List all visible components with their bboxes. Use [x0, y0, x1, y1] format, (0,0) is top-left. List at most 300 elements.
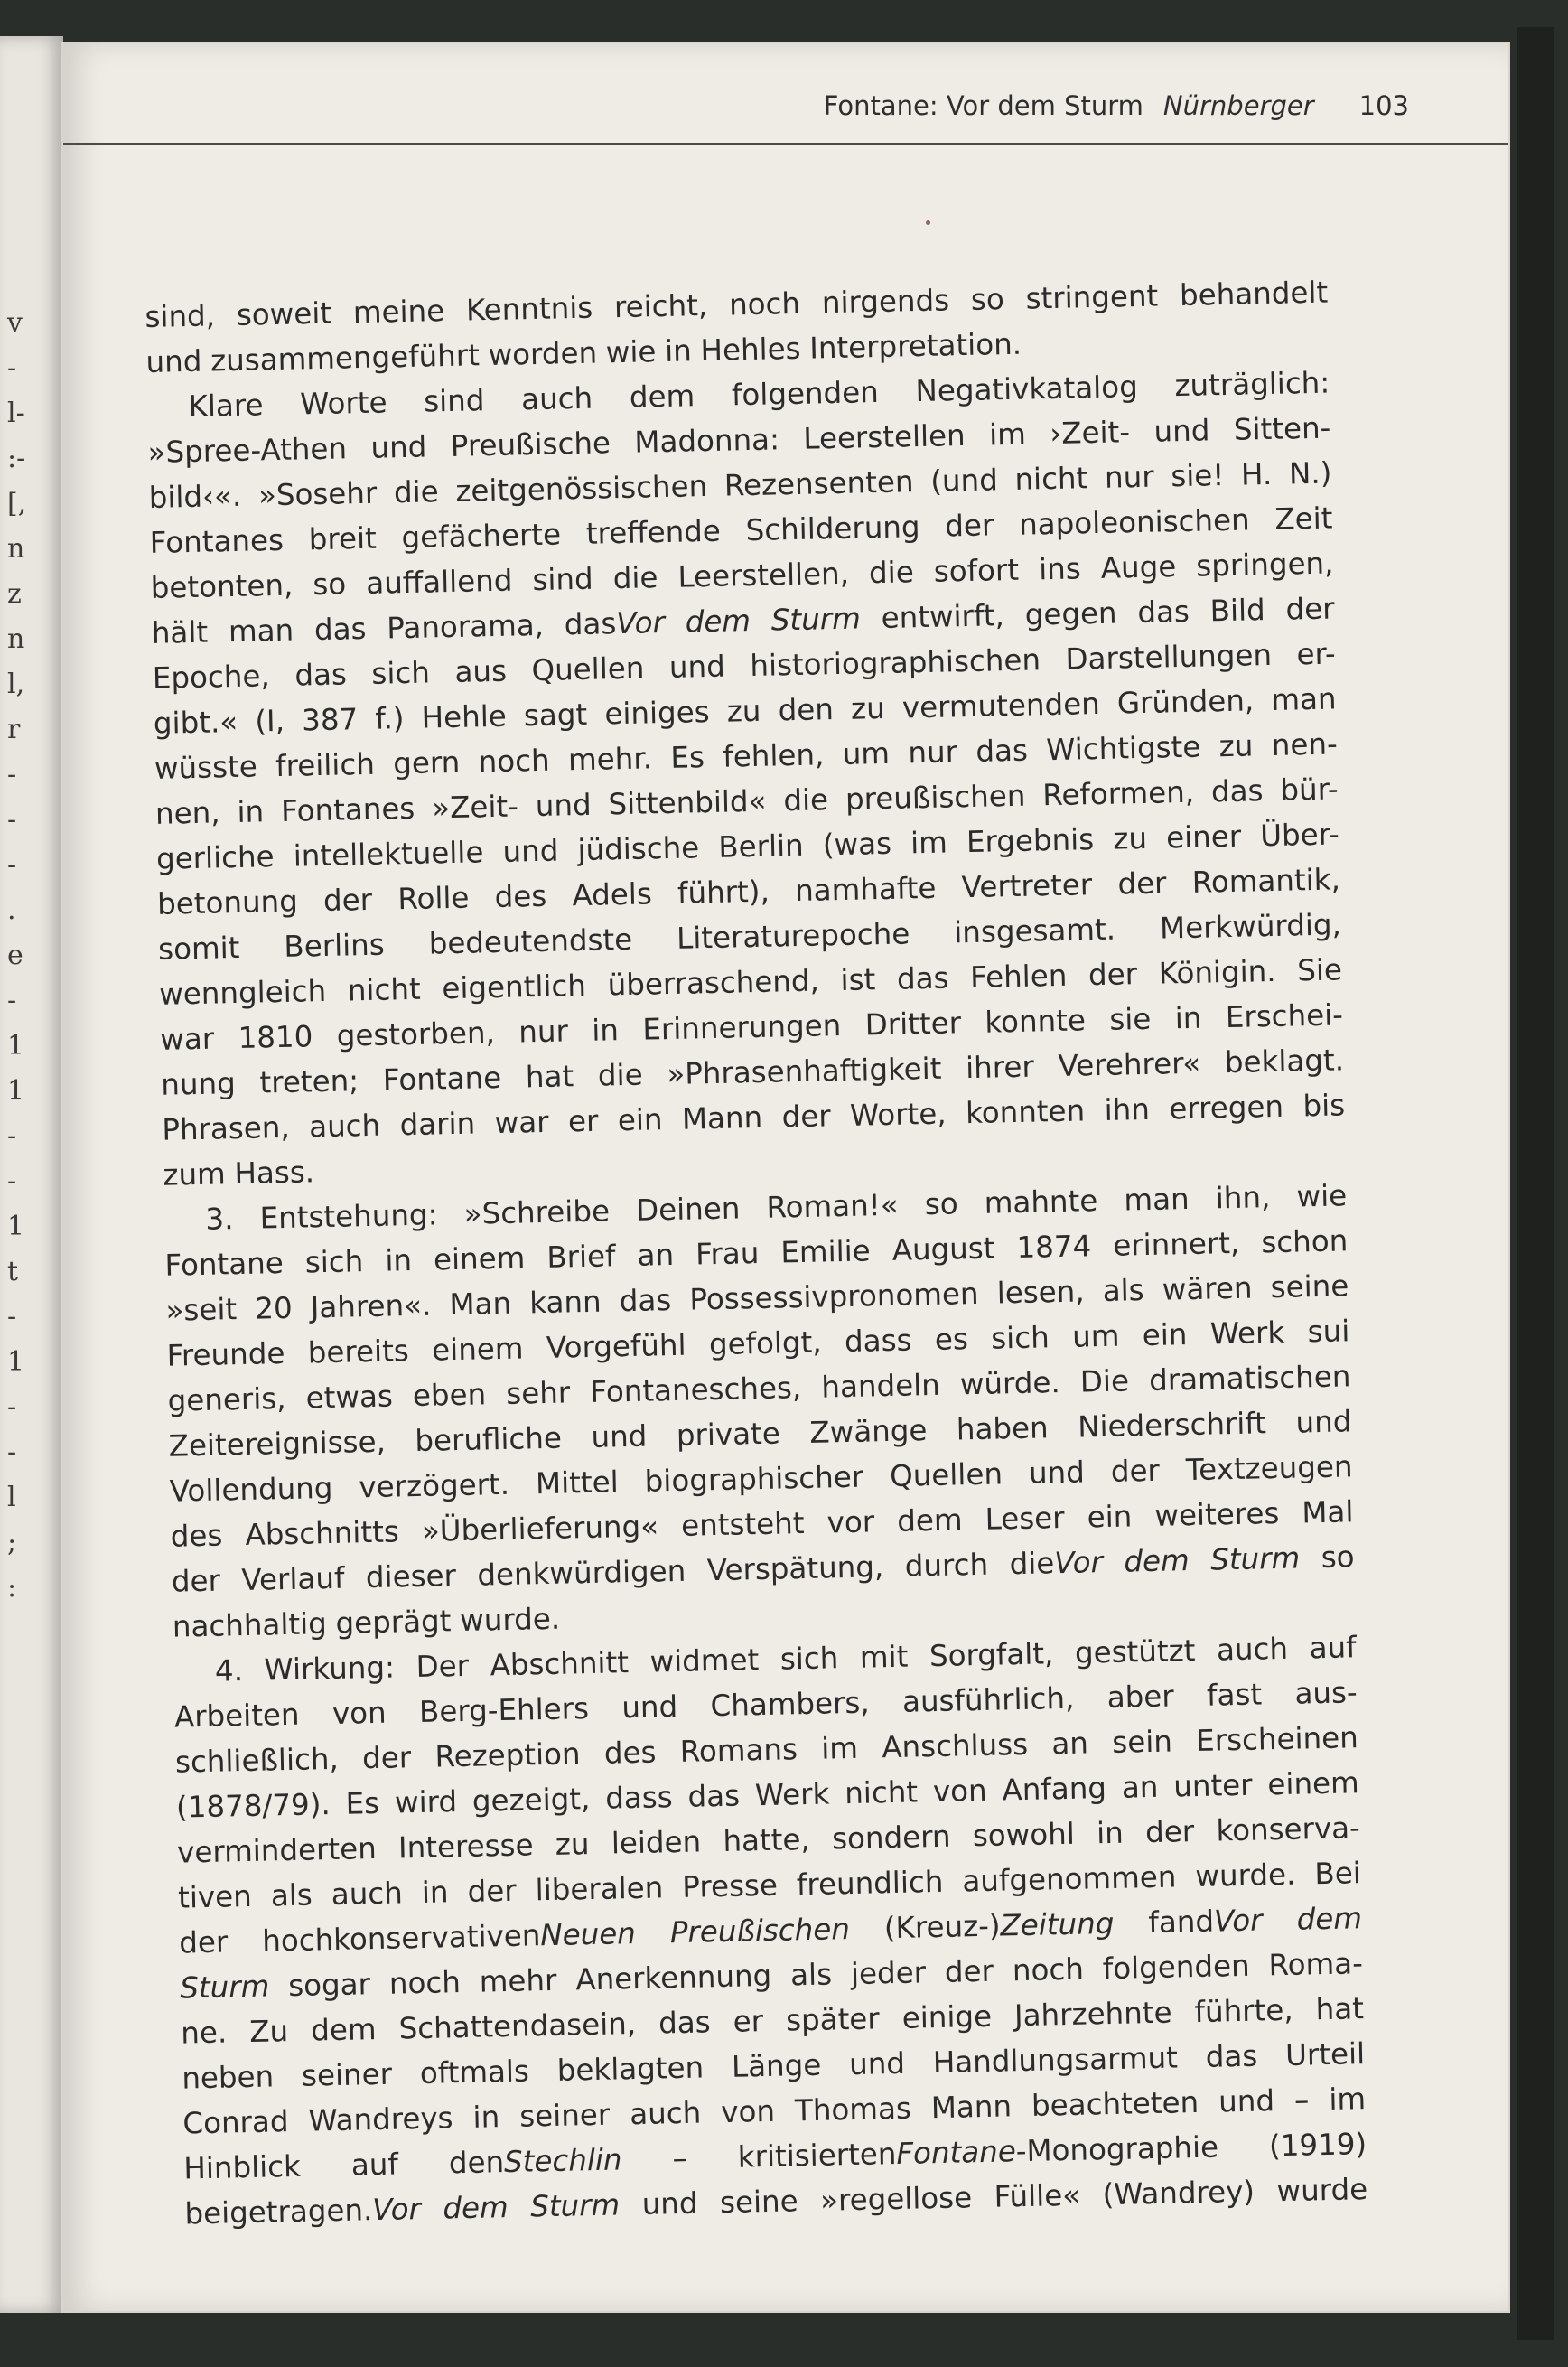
word: zu — [726, 693, 761, 729]
word: der — [171, 1563, 221, 1599]
book-page — [63, 43, 1508, 2311]
word: sich — [304, 1244, 364, 1280]
word: Fontane — [382, 1060, 502, 1098]
word: Verspätung, — [706, 1549, 884, 1588]
word: napoleonischen — [1018, 502, 1250, 542]
word: das — [619, 1283, 672, 1319]
word: betonten, — [150, 567, 294, 605]
word: des — [603, 1735, 657, 1771]
word: nachhaltig — [172, 1606, 328, 1644]
word: an — [637, 1237, 675, 1273]
paper-speck — [926, 220, 930, 225]
word: nicht — [844, 1774, 919, 1811]
edge-character: t — [7, 1256, 19, 1287]
word: der — [944, 1953, 994, 1989]
word: Fehlen — [969, 958, 1068, 996]
word: 3. — [205, 1202, 234, 1237]
word: Brief — [546, 1239, 616, 1275]
word: historiographischen — [749, 642, 1041, 684]
word: bedeutendste — [428, 922, 633, 961]
word: Man — [449, 1286, 512, 1323]
word: oftmals — [419, 2054, 530, 2091]
word: Abschnitts — [245, 1514, 400, 1552]
word: ausführlich, — [901, 1680, 1075, 1719]
word: f.) — [375, 701, 405, 736]
word: die — [612, 560, 658, 596]
word: dem — [443, 2190, 509, 2226]
word: Negativkatalog — [915, 369, 1139, 409]
word: das — [975, 733, 1029, 769]
word: Vorgefühl — [546, 1327, 686, 1365]
word: Bild — [1209, 593, 1266, 629]
word: zu — [1112, 820, 1148, 856]
word: ihn, — [1215, 1180, 1271, 1216]
word: dem — [629, 379, 695, 415]
word: Anschluss — [881, 1726, 1029, 1765]
word: erinnert, — [1112, 1225, 1240, 1263]
word: behandelt — [1179, 275, 1329, 313]
word: mehr — [479, 1962, 557, 1999]
page-number: 103 — [1358, 90, 1409, 121]
word: breit — [308, 520, 378, 557]
word: die — [393, 474, 440, 510]
word: und — [1218, 2083, 1275, 2119]
word: tiven — [177, 1878, 253, 1915]
word: schon — [1260, 1223, 1349, 1260]
word: Madonna: — [634, 422, 780, 460]
word: bür- — [1280, 772, 1339, 808]
word: aber — [1106, 1679, 1175, 1716]
word: und — [1295, 1404, 1352, 1440]
word: bis — [1302, 1088, 1346, 1124]
word: Worte, — [849, 1096, 947, 1133]
word: nur — [1104, 459, 1154, 495]
word: eben — [412, 1377, 487, 1414]
word: lesen, — [996, 1274, 1085, 1311]
word: Mann — [930, 2089, 1013, 2126]
word: entwirft, — [881, 598, 1005, 635]
word: Erinnerungen — [641, 1008, 842, 1047]
word: Hass. — [234, 1155, 315, 1192]
word: hatte, — [723, 1821, 811, 1858]
word: Fülle« — [994, 2177, 1081, 2214]
word: seiner — [301, 2056, 393, 2093]
word: leiden — [611, 1824, 702, 1861]
word: und — [1153, 413, 1210, 449]
word: Königin. — [1158, 953, 1276, 991]
header-author: Nürnberger — [1162, 90, 1314, 121]
word: »Sosehr — [257, 475, 378, 513]
word: Chambers, — [710, 1685, 871, 1724]
word: hat — [1315, 1991, 1365, 2027]
word: gern — [392, 744, 461, 781]
word: Hehles — [700, 331, 801, 369]
word: man — [228, 613, 294, 650]
word: noch — [388, 1965, 462, 2001]
word: des — [494, 878, 547, 915]
word: sind — [423, 383, 485, 419]
word: dramatischen — [1148, 1359, 1351, 1398]
word: auch — [308, 1108, 381, 1145]
word: liberalen — [535, 1870, 664, 1908]
word: er — [567, 1103, 599, 1139]
word: Mann — [681, 1099, 763, 1137]
word: Berg-Ehlers — [418, 1691, 590, 1729]
word: Berlins — [284, 927, 386, 964]
word: Textzeugen — [1185, 1449, 1353, 1488]
word: im — [1328, 2082, 1367, 2117]
word: Panorama, — [386, 607, 545, 646]
word: (Kreuz-)Zeitung — [883, 1905, 1115, 1946]
word: der — [322, 882, 373, 918]
word: gestützt — [1074, 1633, 1196, 1670]
word: und — [668, 649, 726, 685]
word: mit — [859, 1639, 909, 1675]
word: zu — [850, 690, 886, 726]
edge-character: l — [7, 1482, 16, 1513]
word: einiges — [603, 695, 710, 732]
word: hochkonservativenNeuen — [261, 1916, 637, 1959]
word: worden — [488, 335, 598, 373]
word: – — [672, 2140, 688, 2176]
word: Hinblick — [183, 2148, 302, 2186]
word: nirgends — [821, 283, 950, 321]
word: »Zeit- — [431, 789, 519, 826]
word: wurde. — [459, 1601, 561, 1639]
word: Zwänge — [808, 1413, 928, 1450]
word: Thomas — [794, 2091, 912, 2128]
word: Klare — [188, 388, 264, 425]
word: so — [924, 1186, 958, 1222]
word: Länge — [731, 2047, 822, 2084]
word: später — [785, 2001, 881, 2038]
word: Zeitereignisse, — [168, 1424, 387, 1464]
word: hält — [151, 614, 209, 650]
edge-character: - — [7, 1391, 17, 1423]
word: eigentlich — [442, 968, 587, 1006]
word: auch — [331, 1876, 404, 1913]
word: noch — [728, 285, 801, 323]
word: der — [1087, 957, 1138, 993]
word: kritisiertenFontane-Monographie — [737, 2129, 1219, 2175]
word: den — [778, 692, 835, 728]
word: dem — [896, 1502, 963, 1539]
word: (1878/79). — [175, 1787, 331, 1825]
word: folgenden — [1102, 1948, 1250, 1987]
word: mahnte — [984, 1184, 1098, 1221]
word: Sitten- — [1233, 410, 1331, 447]
word: sich — [371, 655, 431, 691]
body-text — [145, 270, 1368, 2237]
word: man — [1124, 1182, 1190, 1218]
word: der — [1144, 1814, 1195, 1850]
word: Reformen, — [1041, 774, 1195, 813]
edge-character: - — [7, 759, 17, 791]
edge-character: :- — [7, 443, 26, 474]
word: insgesamt. — [953, 912, 1116, 950]
word: seine — [1270, 1268, 1349, 1305]
word: das — [1136, 594, 1190, 631]
word: auch — [1216, 1631, 1289, 1668]
word: weiteres — [1153, 1495, 1280, 1533]
edge-character: 1 — [7, 1346, 25, 1378]
word: war — [494, 1104, 549, 1141]
word: H. — [1240, 456, 1273, 492]
word: Epoche, — [152, 659, 271, 696]
word: schließlich, — [174, 1741, 340, 1780]
word: betonung — [156, 884, 299, 922]
word: Handlungsarmut — [932, 2040, 1179, 2081]
word: durch — [904, 1547, 989, 1584]
word: handeln — [820, 1367, 941, 1405]
word: und — [848, 2045, 906, 2082]
word: und — [641, 2185, 698, 2222]
word: das — [1205, 2038, 1258, 2074]
word: 4. — [214, 1653, 244, 1689]
word: freilich — [275, 746, 376, 784]
word: Preußische — [450, 426, 611, 463]
word: man — [1270, 681, 1337, 717]
word: intellektuelle — [293, 835, 484, 874]
word: sondern — [831, 1819, 951, 1857]
word: Zeit — [1274, 501, 1333, 537]
edge-character: [, — [7, 488, 27, 519]
word: Bei — [1314, 1856, 1362, 1892]
word: Die — [1079, 1363, 1130, 1399]
word: bild‹«. — [148, 478, 242, 515]
word: gestorben, — [336, 1015, 496, 1053]
word: überraschend, — [607, 963, 820, 1003]
word: wie — [605, 334, 657, 370]
word: Gründen, — [1116, 683, 1255, 721]
word: Auge — [1100, 549, 1177, 585]
word: seine — [719, 2184, 799, 2221]
word: Leser — [985, 1500, 1065, 1537]
word: Worte — [299, 385, 387, 422]
word: nung — [160, 1066, 237, 1102]
word: aus — [454, 653, 508, 689]
word: Vertreter — [961, 867, 1093, 905]
word: Kenntnis — [465, 290, 593, 328]
word: der — [1110, 1453, 1161, 1489]
word: August — [891, 1230, 995, 1268]
word: »regellose — [819, 2180, 973, 2218]
word: der — [178, 1924, 229, 1960]
word: Possessivpronomen — [689, 1276, 979, 1317]
word: Werk — [754, 1776, 830, 1813]
word: sehr — [505, 1375, 571, 1411]
word: in — [664, 333, 693, 369]
word: (was — [822, 826, 892, 863]
word: Anfang — [1002, 1771, 1107, 1808]
word: konserva- — [1216, 1810, 1361, 1848]
word: beklagt. — [1224, 1043, 1345, 1081]
running-title: Fontane: Vor dem Sturm — [823, 90, 1143, 121]
word: Vollendung — [169, 1470, 333, 1509]
word: im — [910, 825, 948, 861]
word: in — [1096, 1815, 1125, 1851]
word: Roman!« — [766, 1187, 899, 1225]
left-facing-page — [0, 36, 63, 2313]
word: generis, — [167, 1380, 286, 1418]
word: Sturm — [770, 601, 862, 638]
word: sofort — [933, 552, 1020, 589]
word: Phrasen, — [161, 1109, 291, 1147]
word: verzögert. — [359, 1466, 510, 1505]
word: Sturm — [179, 1969, 270, 2006]
word: die — [597, 1057, 643, 1093]
word: Preußischen — [669, 1912, 851, 1951]
edge-character: - — [7, 352, 17, 384]
edge-character: - — [7, 804, 17, 836]
word: Roma- — [1268, 1946, 1364, 1983]
scan-margin — [1517, 27, 1554, 2340]
word: von — [331, 1695, 387, 1731]
word: Wandreys — [308, 2100, 453, 2138]
word: stringent — [1025, 278, 1159, 316]
word: ihrer — [965, 1049, 1035, 1086]
word: mehr. — [567, 741, 653, 778]
word: der — [361, 1740, 412, 1776]
word: Mal — [1302, 1494, 1354, 1530]
word: Niederschrift — [1077, 1406, 1267, 1445]
word: Dritter — [864, 1006, 962, 1043]
word: Schilderung — [745, 510, 920, 548]
word: freundlich — [796, 1864, 944, 1903]
word: dem — [1123, 1543, 1190, 1579]
word: Hehle — [421, 698, 508, 735]
word: Berlin — [717, 828, 805, 865]
word: Der — [415, 1648, 470, 1685]
word: konnten — [965, 1093, 1086, 1131]
word: Sorgfalt, — [929, 1636, 1054, 1674]
word: Werk — [1209, 1314, 1285, 1352]
word: soweit — [236, 295, 332, 332]
word: um — [842, 735, 891, 772]
word: sind — [532, 561, 594, 598]
edge-character: z — [7, 578, 22, 610]
word: von — [720, 2093, 776, 2130]
word: 387 — [301, 702, 359, 738]
word: der — [467, 1873, 517, 1909]
word: als — [789, 1957, 833, 1993]
word: Sturm — [1209, 1540, 1301, 1577]
word: seiner — [518, 2097, 611, 2134]
word: gerliche — [155, 839, 275, 876]
word: Conrad — [182, 2104, 289, 2141]
word: Interpretation. — [808, 326, 1022, 366]
word: die — [783, 782, 829, 819]
word: aufgenommen — [962, 1859, 1177, 1899]
edge-character: l, — [7, 669, 25, 700]
word: gegen — [1024, 595, 1117, 632]
word: Mittel — [535, 1464, 620, 1502]
edge-character: v — [7, 307, 23, 339]
edge-character: 1 — [7, 1075, 25, 1107]
word: namhafte — [794, 870, 937, 909]
word: auch — [629, 2095, 702, 2132]
word: Es — [345, 1785, 380, 1821]
word: dem — [685, 603, 751, 640]
word: Adels — [572, 876, 653, 913]
edge-character: r — [7, 714, 21, 745]
edge-character: . — [7, 894, 16, 926]
word: in — [472, 2100, 500, 2135]
word: neben — [181, 2059, 275, 2096]
word: es — [934, 1322, 969, 1357]
word: Erschei- — [1225, 997, 1344, 1035]
word: widmet — [649, 1642, 760, 1679]
word: zusammengeführt — [210, 338, 481, 379]
edge-character: : — [7, 1572, 17, 1604]
word: fandVor — [1148, 1903, 1263, 1941]
word: zum — [163, 1156, 227, 1193]
word: gezeigt, — [471, 1782, 591, 1819]
edge-character: l- — [7, 398, 25, 429]
word: treten; — [259, 1063, 359, 1100]
word: ins — [1038, 551, 1082, 587]
word: zuträglich: — [1174, 365, 1330, 404]
word: Verehrer« — [1058, 1045, 1201, 1083]
edge-character: - — [7, 985, 17, 1016]
word: und — [591, 1418, 648, 1455]
word: wenngleich — [158, 973, 327, 1012]
word: der — [1285, 591, 1335, 627]
word: auf — [350, 2147, 399, 2183]
word: Darstellungen — [1065, 637, 1273, 677]
word: beachteten — [1031, 2085, 1199, 2123]
word: sich — [779, 1641, 839, 1677]
edge-character: n — [7, 533, 25, 565]
word: nicht — [347, 971, 422, 1008]
word: etwas — [305, 1379, 394, 1416]
word: fehlen, — [722, 737, 825, 774]
word: »Schreibe — [463, 1193, 611, 1231]
word: kann — [528, 1284, 602, 1321]
word: haben — [956, 1410, 1050, 1447]
edge-character: - — [7, 849, 17, 881]
word: sagt — [523, 697, 588, 734]
word: nur — [908, 734, 958, 771]
word: springen, — [1195, 546, 1334, 584]
word: nur — [518, 1014, 569, 1050]
word: Fontanes — [280, 791, 415, 828]
word: zeitgenössischen — [454, 469, 708, 509]
word: so — [312, 566, 347, 603]
running-header — [63, 90, 1409, 136]
word: Fontanes — [149, 522, 285, 560]
word: wüsste — [154, 749, 258, 786]
word: wurde. — [1195, 1857, 1296, 1895]
word: Deinen — [635, 1191, 741, 1228]
edge-character: - — [7, 1120, 17, 1152]
word: Sturm — [529, 2187, 621, 2224]
word: Frau — [695, 1235, 760, 1272]
word: private — [676, 1416, 781, 1453]
word: von — [932, 1773, 988, 1810]
word: vor — [826, 1504, 875, 1540]
word: er- — [1296, 636, 1336, 672]
word: Jahren«. — [310, 1287, 432, 1325]
word: nen- — [1271, 726, 1339, 762]
word: Rezensenten — [723, 464, 914, 503]
word: ein — [1142, 1317, 1188, 1353]
word: das — [687, 1778, 741, 1814]
word: Leerstellen, — [677, 556, 850, 594]
word: verminderten — [176, 1831, 378, 1870]
word: dasVor — [564, 605, 666, 642]
word: einige — [901, 1998, 993, 2035]
